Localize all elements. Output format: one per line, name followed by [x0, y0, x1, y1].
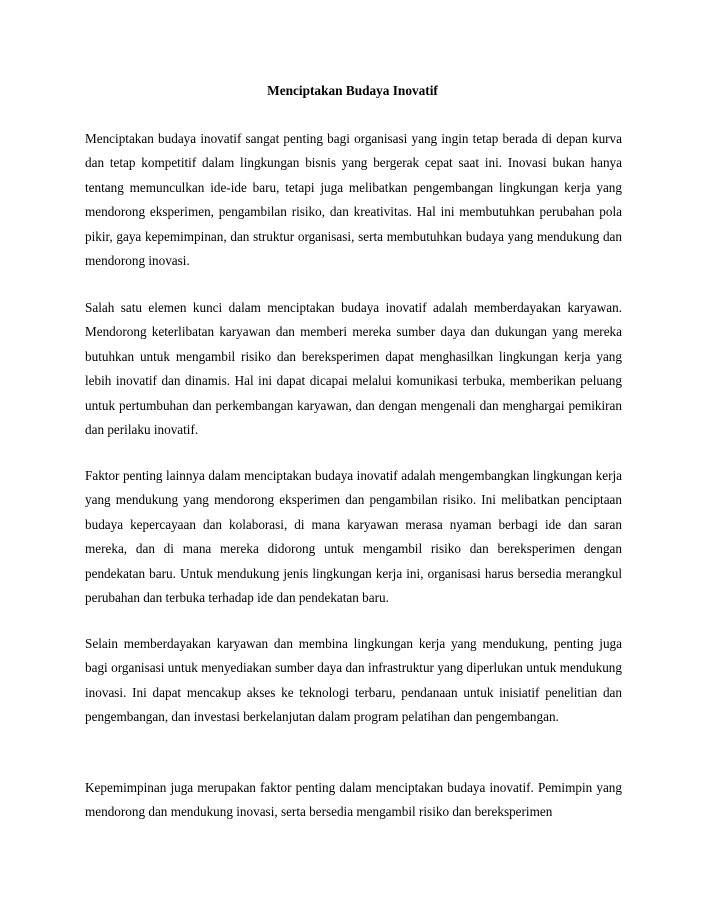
paragraph: Salah satu elemen kunci dalam menciptakan budaya inovatif adalah memberdayakan karyawan. Mendorong keterlibatan karyawan dan memberi mereka sumber daya dan dukungan yang mereka butuhkan untuk mengambil risiko dan bereksperimen dapat menghasilkan lingkungan kerja yang lebih inovatif dan dinamis. Hal ini dapat dicapai melalui komunikasi terbuka, memberikan peluang untuk pertumbuhan dan perkembangan karyawan, dan dengan mengenali dan menghargai pemikiran dan perilaku inovatif.: [85, 300, 622, 438]
paragraph: Faktor penting lainnya dalam menciptakan budaya inovatif adalah mengembangkan lingkungan kerja yang mendukung yang mendorong eksperimen dan pengambilan risiko. Ini melibatkan penciptaan budaya kepercayaan dan kolaborasi, di mana karyawan merasa nyaman berbagi ide dan saran mereka, dan di mana mereka didorong untuk mengambil risiko dan bereksperimen dengan pendekatan baru. Untuk mendukung jenis lingkungan kerja ini, organisasi harus bersedia merangkul perubahan dan terbuka terhadap ide dan pendekatan baru.: [85, 468, 622, 606]
paragraph: Selain memberdayakan karyawan dan membina lingkungan kerja yang mendukung, penting juga bagi organisasi untuk menyediakan sumber daya dan infrastruktur yang diperlukan untuk mendukung inovasi. Ini dapat mencakup akses ke teknologi terbaru, pendanaan untuk inisiatif penelitian dan pengembangan, dan investasi berkelanjutan dalam program pelatihan dan pengembangan.: [85, 636, 622, 725]
document-title: Menciptakan Budaya Inovatif: [267, 83, 438, 98]
paragraph: Kepemimpinan juga merupakan faktor penting dalam menciptakan budaya inovatif. Pemimpin yang mendorong dan mendukung inovasi, serta bersedia mengambil risiko dan bereksperimen: [85, 780, 622, 820]
paragraph: Menciptakan budaya inovatif sangat penting bagi organisasi yang ingin tetap berada di depan kurva dan tetap kompetitif dalam lingkungan bisnis yang bergerak cepat saat ini. Inovasi bukan hanya tentang memunculkan ide-ide baru, tetapi juga melibatkan pengembangan lingkungan kerja yang mendorong eksperimen, pengambilan risiko, dan kreativitas. Hal ini membutuhkan perubahan pola pikir, gaya kepemimpinan, dan struktur organisasi, serta membutuhkan budaya yang mendukung dan mendorong inovasi.: [85, 131, 622, 269]
